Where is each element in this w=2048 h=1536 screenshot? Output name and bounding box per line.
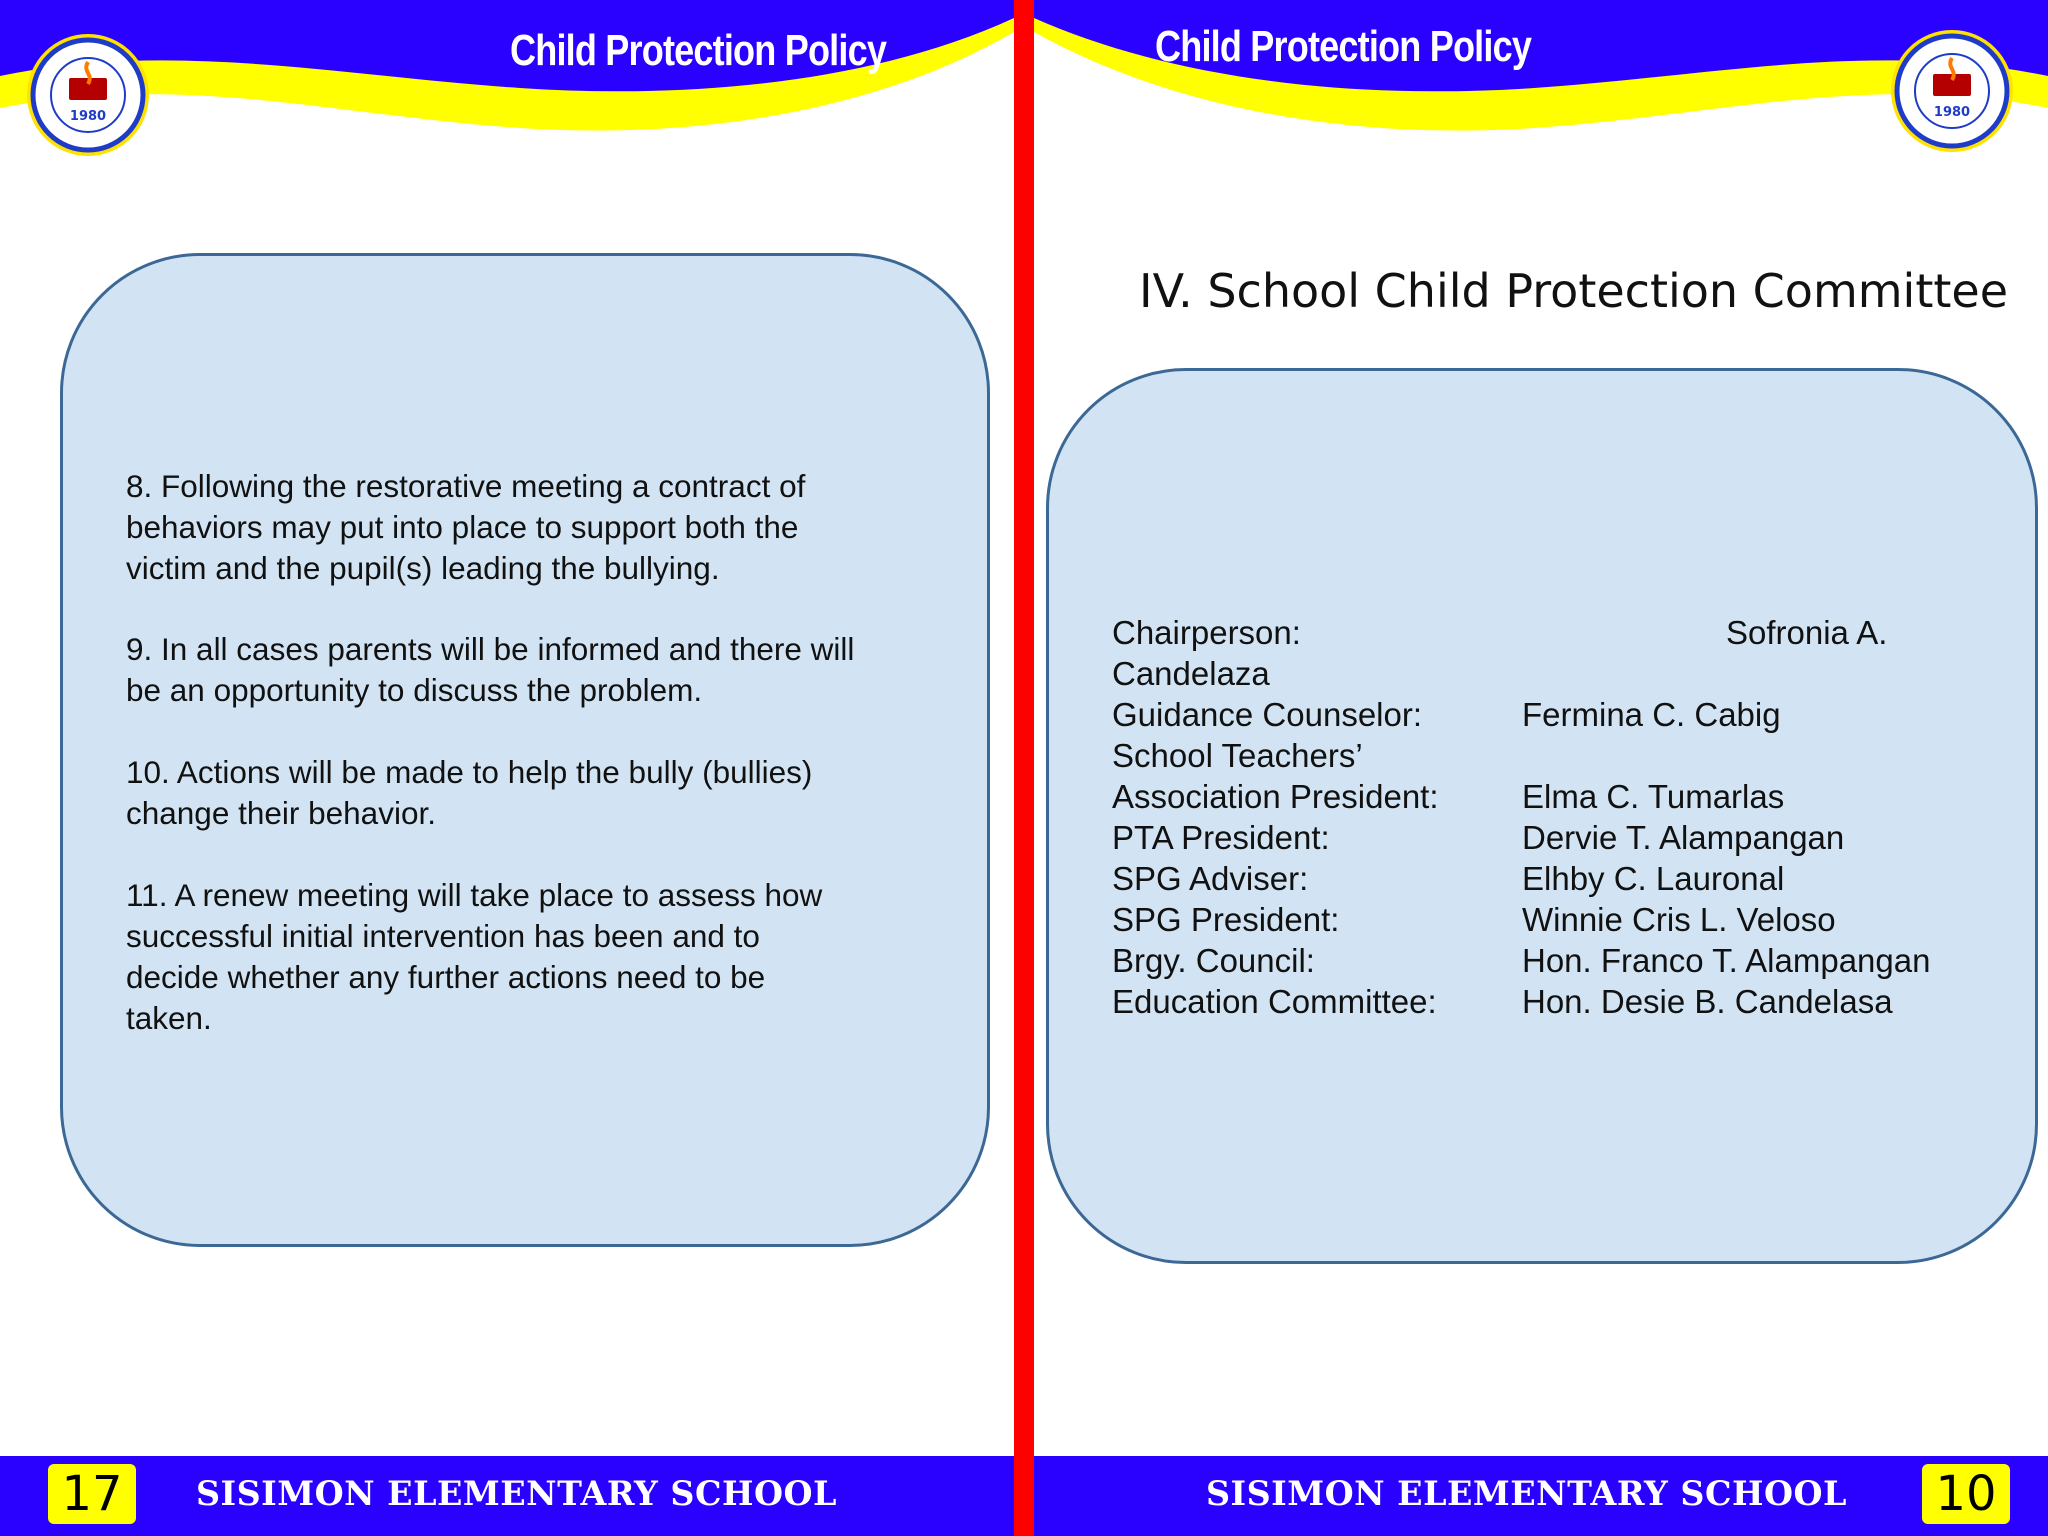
paragraph-8: 8. Following the restorative meeting a contract of behaviors may put into place to support both the victim and the pupil(s) leading the bullying. xyxy=(126,468,806,586)
paragraph-10: 10. Actions will be made to help the bully (bullies) change their behavior. xyxy=(126,754,813,831)
committee-role: Candelaza xyxy=(1112,655,1270,692)
left-page xyxy=(0,0,1014,1536)
committee-row xyxy=(1112,858,1972,899)
committee-member: Dervie T. Alampangan xyxy=(1522,819,1845,856)
committee-role: PTA President: xyxy=(1112,819,1330,856)
seal-year: 1980 xyxy=(1933,105,1971,120)
footer-school-name: SISIMON ELEMENTARY SCHOOL xyxy=(196,1474,837,1514)
committee-role: Brgy. Council: xyxy=(1112,942,1315,979)
paragraph-11: 11. A renew meeting will take place to assess how successful initial intervention has been and to decide whether any further actions need to be taken. xyxy=(126,877,823,1036)
committee-role: SPG Adviser: xyxy=(1112,860,1309,897)
header-title: Child Protection Policy xyxy=(1155,22,1532,71)
committee-member: Fermina C. Cabig xyxy=(1522,696,1781,733)
header-title: Child Protection Policy xyxy=(510,26,887,75)
committee-member: Sofronia A. xyxy=(1726,614,1888,651)
school-seal-icon xyxy=(1889,28,2015,154)
committee-role: Education Committee: xyxy=(1112,983,1437,1020)
committee-role: Association President: xyxy=(1112,778,1439,815)
committee-member: Elma C. Tumarlas xyxy=(1522,778,1785,815)
committee-row xyxy=(1112,817,1972,858)
footer-bar xyxy=(0,1456,1014,1536)
footer-bar xyxy=(1034,1456,2048,1536)
right-page xyxy=(1034,0,2048,1536)
committee-role: Chairperson: xyxy=(1112,614,1301,651)
committee-row xyxy=(1112,981,1972,1022)
committee-role: Guidance Counselor: xyxy=(1112,696,1423,733)
paragraph-9: 9. In all cases parents will be informed and there will be an opportunity to discuss the problem. xyxy=(126,631,855,708)
committee-row xyxy=(1112,940,1972,981)
committee-role: School Teachers’ xyxy=(1112,737,1363,774)
section-title: IV. School Child Protection Committee xyxy=(1139,264,2009,318)
content-box xyxy=(60,253,990,1247)
committee-member: Winnie Cris L. Veloso xyxy=(1522,901,1836,938)
footer-school-name: SISIMON ELEMENTARY SCHOOL xyxy=(1206,1474,1847,1514)
committee-row xyxy=(1112,776,1972,817)
committee-member: Hon. Desie B. Candelasa xyxy=(1522,983,1893,1020)
committee-role: SPG President: xyxy=(1112,901,1340,938)
page-number: 17 xyxy=(48,1464,136,1524)
committee-row xyxy=(1112,899,1972,940)
page-divider xyxy=(1014,0,1034,1536)
seal-year: 1980 xyxy=(69,109,107,124)
school-seal-icon xyxy=(25,32,151,158)
committee-member: Hon. Franco T. Alampangan xyxy=(1522,942,1931,979)
page-number: 10 xyxy=(1922,1464,2010,1524)
committee-row xyxy=(1112,735,1972,776)
committee-row xyxy=(1112,653,1972,694)
committee-member: Elhby C. Lauronal xyxy=(1522,860,1785,897)
committee-row xyxy=(1112,694,1972,735)
committee-list xyxy=(1112,612,1972,1022)
committee-row xyxy=(1112,612,1972,653)
